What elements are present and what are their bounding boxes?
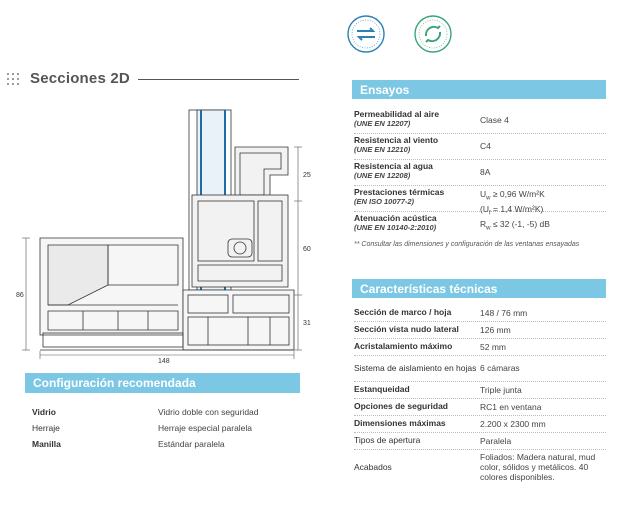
caracteristicas-key: Sección vista nudo lateral: [354, 324, 459, 334]
config-key: Manilla: [32, 439, 61, 449]
ensayos-key: Atenuación acústica: [354, 213, 437, 223]
ensayos-norm: (EN ISO 10077-2): [354, 197, 415, 206]
dim-label-60: 60: [303, 246, 311, 253]
dots-grid-icon: [6, 71, 22, 87]
caracteristicas-value: Foliados: Madera natural, mud color, sólidos y metálicos. 40 colores disponibles.: [480, 452, 596, 482]
caracteristicas-row: [354, 382, 606, 399]
caracteristicas-row: [354, 416, 606, 433]
caracteristicas-row: [354, 399, 606, 416]
caracteristicas-value: 6 cámaras: [480, 363, 520, 373]
recycle-arrows-icon: [346, 14, 386, 54]
ensayos-norm: (UNE EN 12207): [354, 119, 411, 128]
ensayos-key: Prestaciones térmicas: [354, 187, 445, 197]
caracteristicas-table: [354, 305, 606, 485]
ensayos-key: Resistencia al agua: [354, 161, 433, 171]
ensayos-norm: (UNE EN 12210): [354, 145, 411, 154]
dim-label-148: 148: [158, 358, 170, 365]
caracteristicas-row: [354, 450, 606, 485]
ensayos-value: 8A: [480, 167, 491, 177]
caracteristicas-key: Dimensiones máximas: [354, 418, 446, 428]
config-table: [32, 404, 302, 452]
ensayos-value: Clase 4: [480, 115, 509, 125]
caracteristicas-key: Acristalamiento máximo: [354, 341, 453, 351]
caracteristicas-value: RC1 en ventana: [480, 401, 542, 412]
caracteristicas-row: [354, 433, 606, 450]
ensayos-row: [354, 160, 606, 186]
ensayos-value: $U_w \ge 0,96$ W/m²K ($U_f = 1,4$ W/m²K): [480, 189, 545, 217]
caracteristicas-value: 2.200 x 2300 mm: [480, 418, 546, 429]
ensayos-value: C4: [480, 141, 491, 151]
caracteristicas-key: Tipos de apertura: [354, 435, 421, 445]
ensayos-key: Resistencia al viento: [354, 135, 439, 145]
section-title-text: Secciones 2D: [30, 70, 130, 87]
dim-label-31: 31: [303, 320, 311, 327]
ensayos-table: [354, 108, 606, 238]
caracteristicas-key: Opciones de seguridad: [354, 401, 448, 411]
config-key: Vidrio: [32, 407, 56, 417]
ensayos-row: [354, 108, 606, 134]
ensayos-row: [354, 212, 606, 238]
caracteristicas-key: Estanqueidad: [354, 384, 410, 394]
caracteristicas-value: Triple junta: [480, 384, 522, 395]
dim-label-86: 86: [16, 292, 24, 299]
ensayos-norm: (UNE EN 12208): [354, 171, 411, 180]
ensayos-key: Permeabilidad al aire: [354, 109, 440, 119]
caracteristicas-key: Sistema de aislamiento en hojas: [354, 362, 477, 373]
caracteristicas-key: Sección de marco / hoja: [354, 307, 452, 317]
config-value: Estándar paralela: [158, 439, 225, 449]
ensayos-header: Ensayos: [352, 80, 606, 99]
caracteristicas-value: 148 / 76 mm: [480, 307, 528, 318]
caracteristicas-row: [354, 305, 606, 322]
caracteristicas-row: [354, 356, 606, 382]
profile-section-drawing: [8, 105, 318, 365]
ensayos-row: [354, 186, 606, 217]
certification-badge-blue: [346, 14, 386, 54]
config-header: Configuración recomendada: [25, 373, 300, 393]
ensayos-norm: (UNE EN 10140-2:2010): [354, 223, 437, 232]
ensayos-note: ** Consultar las dimensiones y configuración de las ventanas ensayadas: [354, 241, 580, 248]
section-divider: [138, 79, 299, 80]
ensayos-row: [354, 134, 606, 160]
config-value: Herraje especial paralela: [158, 423, 253, 433]
config-value: Vidrio doble con seguridad: [158, 407, 259, 417]
caracteristicas-value: Paralela: [480, 435, 512, 446]
caracteristicas-row: [354, 339, 606, 356]
ensayos-value: $R_w \le 32$ (-1, -5) dB: [480, 219, 550, 232]
caracteristicas-row: [354, 322, 606, 339]
eco-cycle-icon: [413, 14, 453, 54]
caracteristicas-value: 126 mm: [480, 324, 511, 335]
config-key: Herraje: [32, 423, 60, 433]
caracteristicas-header: Características técnicas: [352, 279, 606, 298]
config-row-handle: [32, 436, 302, 452]
config-row-hardware: [32, 420, 302, 436]
caracteristicas-value: 52 mm: [480, 341, 506, 352]
config-row-glass: [32, 404, 302, 420]
caracteristicas-key: Acabados: [354, 461, 392, 472]
dim-label-25: 25: [303, 172, 311, 179]
section-title: [6, 70, 130, 87]
certification-badge-green: [413, 14, 453, 54]
